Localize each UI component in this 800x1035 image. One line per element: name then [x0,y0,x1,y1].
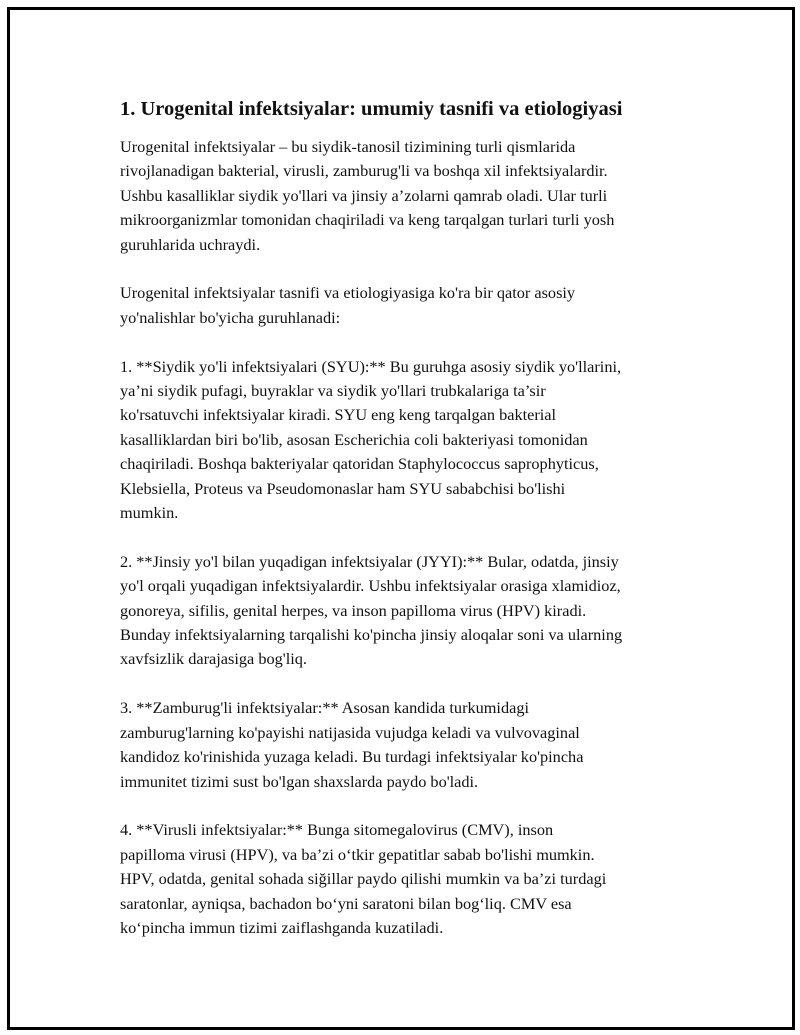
text-line: Bunday infektsiyalarning tarqalishi ko'pincha jinsiy aloqalar soni va ularning [120,625,623,645]
paragraph-intro [120,135,700,257]
paragraph-item-4 [120,818,700,940]
text-line: Urogenital infektsiyalar – bu siydik-tanosil tizimining turli qismlarida [120,137,576,156]
text-line: immunitet tizimi sust bo'lgan shaxslarda paydo bo'ladi. [120,771,479,791]
paragraph-classification-intro [120,281,700,330]
text-line: mikroorganizmlar tomonidan chaqiriladi va keng tarqalgan turlari turli yosh [120,210,615,230]
paragraph-item-3 [120,696,700,794]
text-line: zamburug'larning ko'payishi natijasida vujudga keladi va vulvovaginal [120,722,580,742]
text-line: kasalliklardan biri bo'lib, asosan Escherichia coli bakteriyasi tomonidan [120,429,588,449]
text-line: Urogenital infektsiyalar tasnifi va etiologiyasiga ko'ra bir qator asosiy [120,283,576,303]
text-line: 1. **Siydik yo'li infektsiyalari (SYU):** Bu guruhga asosiy siydik yo'llarini, [120,356,622,376]
text-line: 2. **Jinsiy yo'l bilan yuqadigan infektsiyalar (JYYI):** Bular, odatda, jinsiy [120,551,619,571]
text-line: ko'rsatuvchi infektsiyalar kiradi. SYU eng keng tarqalgan bakterial [120,405,557,425]
text-line: yo'nalishlar bo'yicha guruhlanadi: [120,307,341,327]
text-line: Klebsiella, Proteus va Pseudomonaslar ham SYU sababchisi bo'lishi [120,478,566,498]
section-title: 1. Urogenital infektsiyalar: umumiy tasnifi va etiologiyasi [120,98,623,120]
document-body [120,96,700,965]
paragraph-item-2 [120,550,700,672]
text-line: ko‘pincha immun tizimi zaiflashganda kuzatiladi. [120,917,444,937]
paragraph-item-1 [120,355,700,526]
text-line: 4. **Virusli infektsiyalar:** Bunga sitomegalovirus (CMV), inson [120,820,554,840]
text-line: guruhlarida uchraydi. [120,234,261,254]
text-line: ya’ni siydik pufagi, buyraklar va siydik yo'llari trubkalariga ta’sir [120,381,546,401]
text-line: saratonlar, ayniqsa, bachadon bo‘yni saratoni bilan bog‘liq. CMV esa [120,893,572,913]
text-line: rivojlanadigan bakterial, virusli, zamburug'li va boshqa xil infektsiyalardir. [120,161,608,181]
text-line: Ushbu kasalliklar siydik yo'llari va jinsiy a’zolarni qamrab oladi. Ular turli [120,185,608,205]
text-line: 3. **Zamburug'li infektsiyalar:** Asosan kandida turkumidagi [120,698,529,718]
text-line: papilloma virusi (HPV), va ba’zi o‘tkir gepatitlar sabab bo'lishi mumkin. [120,844,595,864]
page-frame [7,7,795,1030]
text-line: xavfsizlik darajasiga bog'liq. [120,649,307,669]
text-line: HPV, odatda, genital sohada siğillar paydo qilishi mumkin va ba’zi turdagi [120,869,607,889]
text-line: gonoreya, sifilis, genital herpes, va inson papilloma virus (HPV) kiradi. [120,600,587,620]
text-line: yo'l orqali yuqadigan infektsiyalardir. Ushbu infektsiyalar orasiga xlamidioz, [120,576,621,596]
text-line: chaqiriladi. Boshqa bakteriyalar qatoridan Staphylococcus saprophyticus, [120,454,599,474]
text-line: mumkin. [120,503,179,523]
text-line: kandidoz ko'rinishida yuzaga keladi. Bu turdagi infektsiyalar ko'pincha [120,747,584,767]
